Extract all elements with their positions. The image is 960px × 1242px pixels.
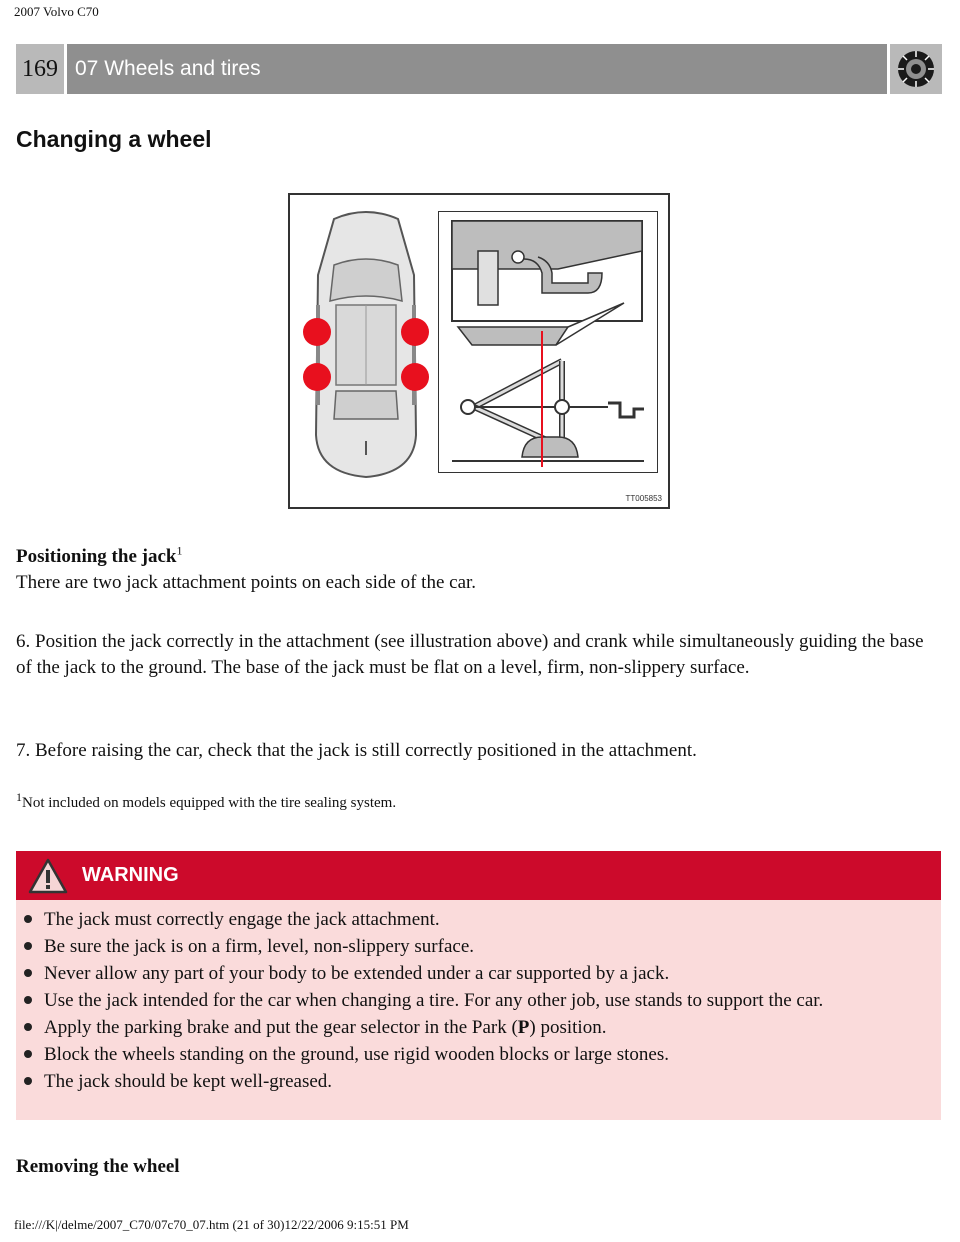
warning-item-park: Apply the parking brake and put the gear selector in the Park (P) position. bbox=[16, 1014, 941, 1041]
warning-box bbox=[16, 851, 941, 1120]
warning-triangle-icon bbox=[28, 858, 70, 894]
positioning-block bbox=[16, 544, 476, 596]
jack-attachment-icon bbox=[438, 211, 658, 473]
chapter-header bbox=[16, 44, 942, 94]
footnote-text: Not included on models equipped with the tire sealing system. bbox=[22, 795, 397, 811]
positioning-intro: There are two jack attachment points on each side of the car. bbox=[16, 572, 477, 593]
chapter-title: 07 Wheels and tires bbox=[75, 57, 261, 80]
section-title: Changing a wheel bbox=[16, 126, 212, 152]
positioning-heading: Positioning the jack bbox=[16, 546, 177, 567]
warning-label: WARNING bbox=[82, 864, 179, 886]
warning-item: The jack must correctly engage the jack attachment. bbox=[16, 906, 941, 933]
warning-list bbox=[16, 900, 941, 1095]
footnote-mark: 1 bbox=[16, 790, 22, 804]
car-top-view-icon bbox=[298, 205, 434, 485]
chapter-icon-box bbox=[887, 44, 942, 94]
footnote bbox=[16, 790, 396, 816]
footer-url: file:///K|/delme/2007_C70/07c70_07.htm (21 of 30)12/22/2006 9:15:51 PM bbox=[14, 1217, 409, 1232]
warning-item: The jack should be kept well-greased. bbox=[16, 1068, 941, 1095]
page-number: 169 bbox=[16, 44, 67, 94]
warning-header bbox=[16, 851, 941, 900]
document-title: 2007 Volvo C70 bbox=[14, 4, 99, 19]
footnote-ref: 1 bbox=[176, 543, 183, 558]
warning-item: Never allow any part of your body to be extended under a car supported by a jack. bbox=[16, 960, 941, 987]
park-gear-letter: P bbox=[517, 1017, 530, 1038]
warning-item: Use the jack intended for the car when changing a tire. For any other job, use stands to support the car. bbox=[16, 987, 941, 1014]
step-7: 7. Before raising the car, check that the jack is still correctly positioned in the attachment. bbox=[16, 740, 697, 761]
figure-code: TT005853 bbox=[625, 494, 662, 503]
warning-item: Be sure the jack is on a firm, level, non-slippery surface. bbox=[16, 933, 941, 960]
tire-icon bbox=[895, 48, 937, 90]
jack-illustration bbox=[288, 193, 670, 509]
warning-item: Block the wheels standing on the ground, use rigid wooden blocks or large stones. bbox=[16, 1041, 941, 1068]
removing-heading: Removing the wheel bbox=[16, 1156, 180, 1177]
step-6: 6. Position the jack correctly in the attachment (see illustration above) and crank while simultaneously guiding the base of the jack to the ground. The base of the jack must be flat on a level, firm, non-slippery surface. bbox=[16, 631, 924, 678]
